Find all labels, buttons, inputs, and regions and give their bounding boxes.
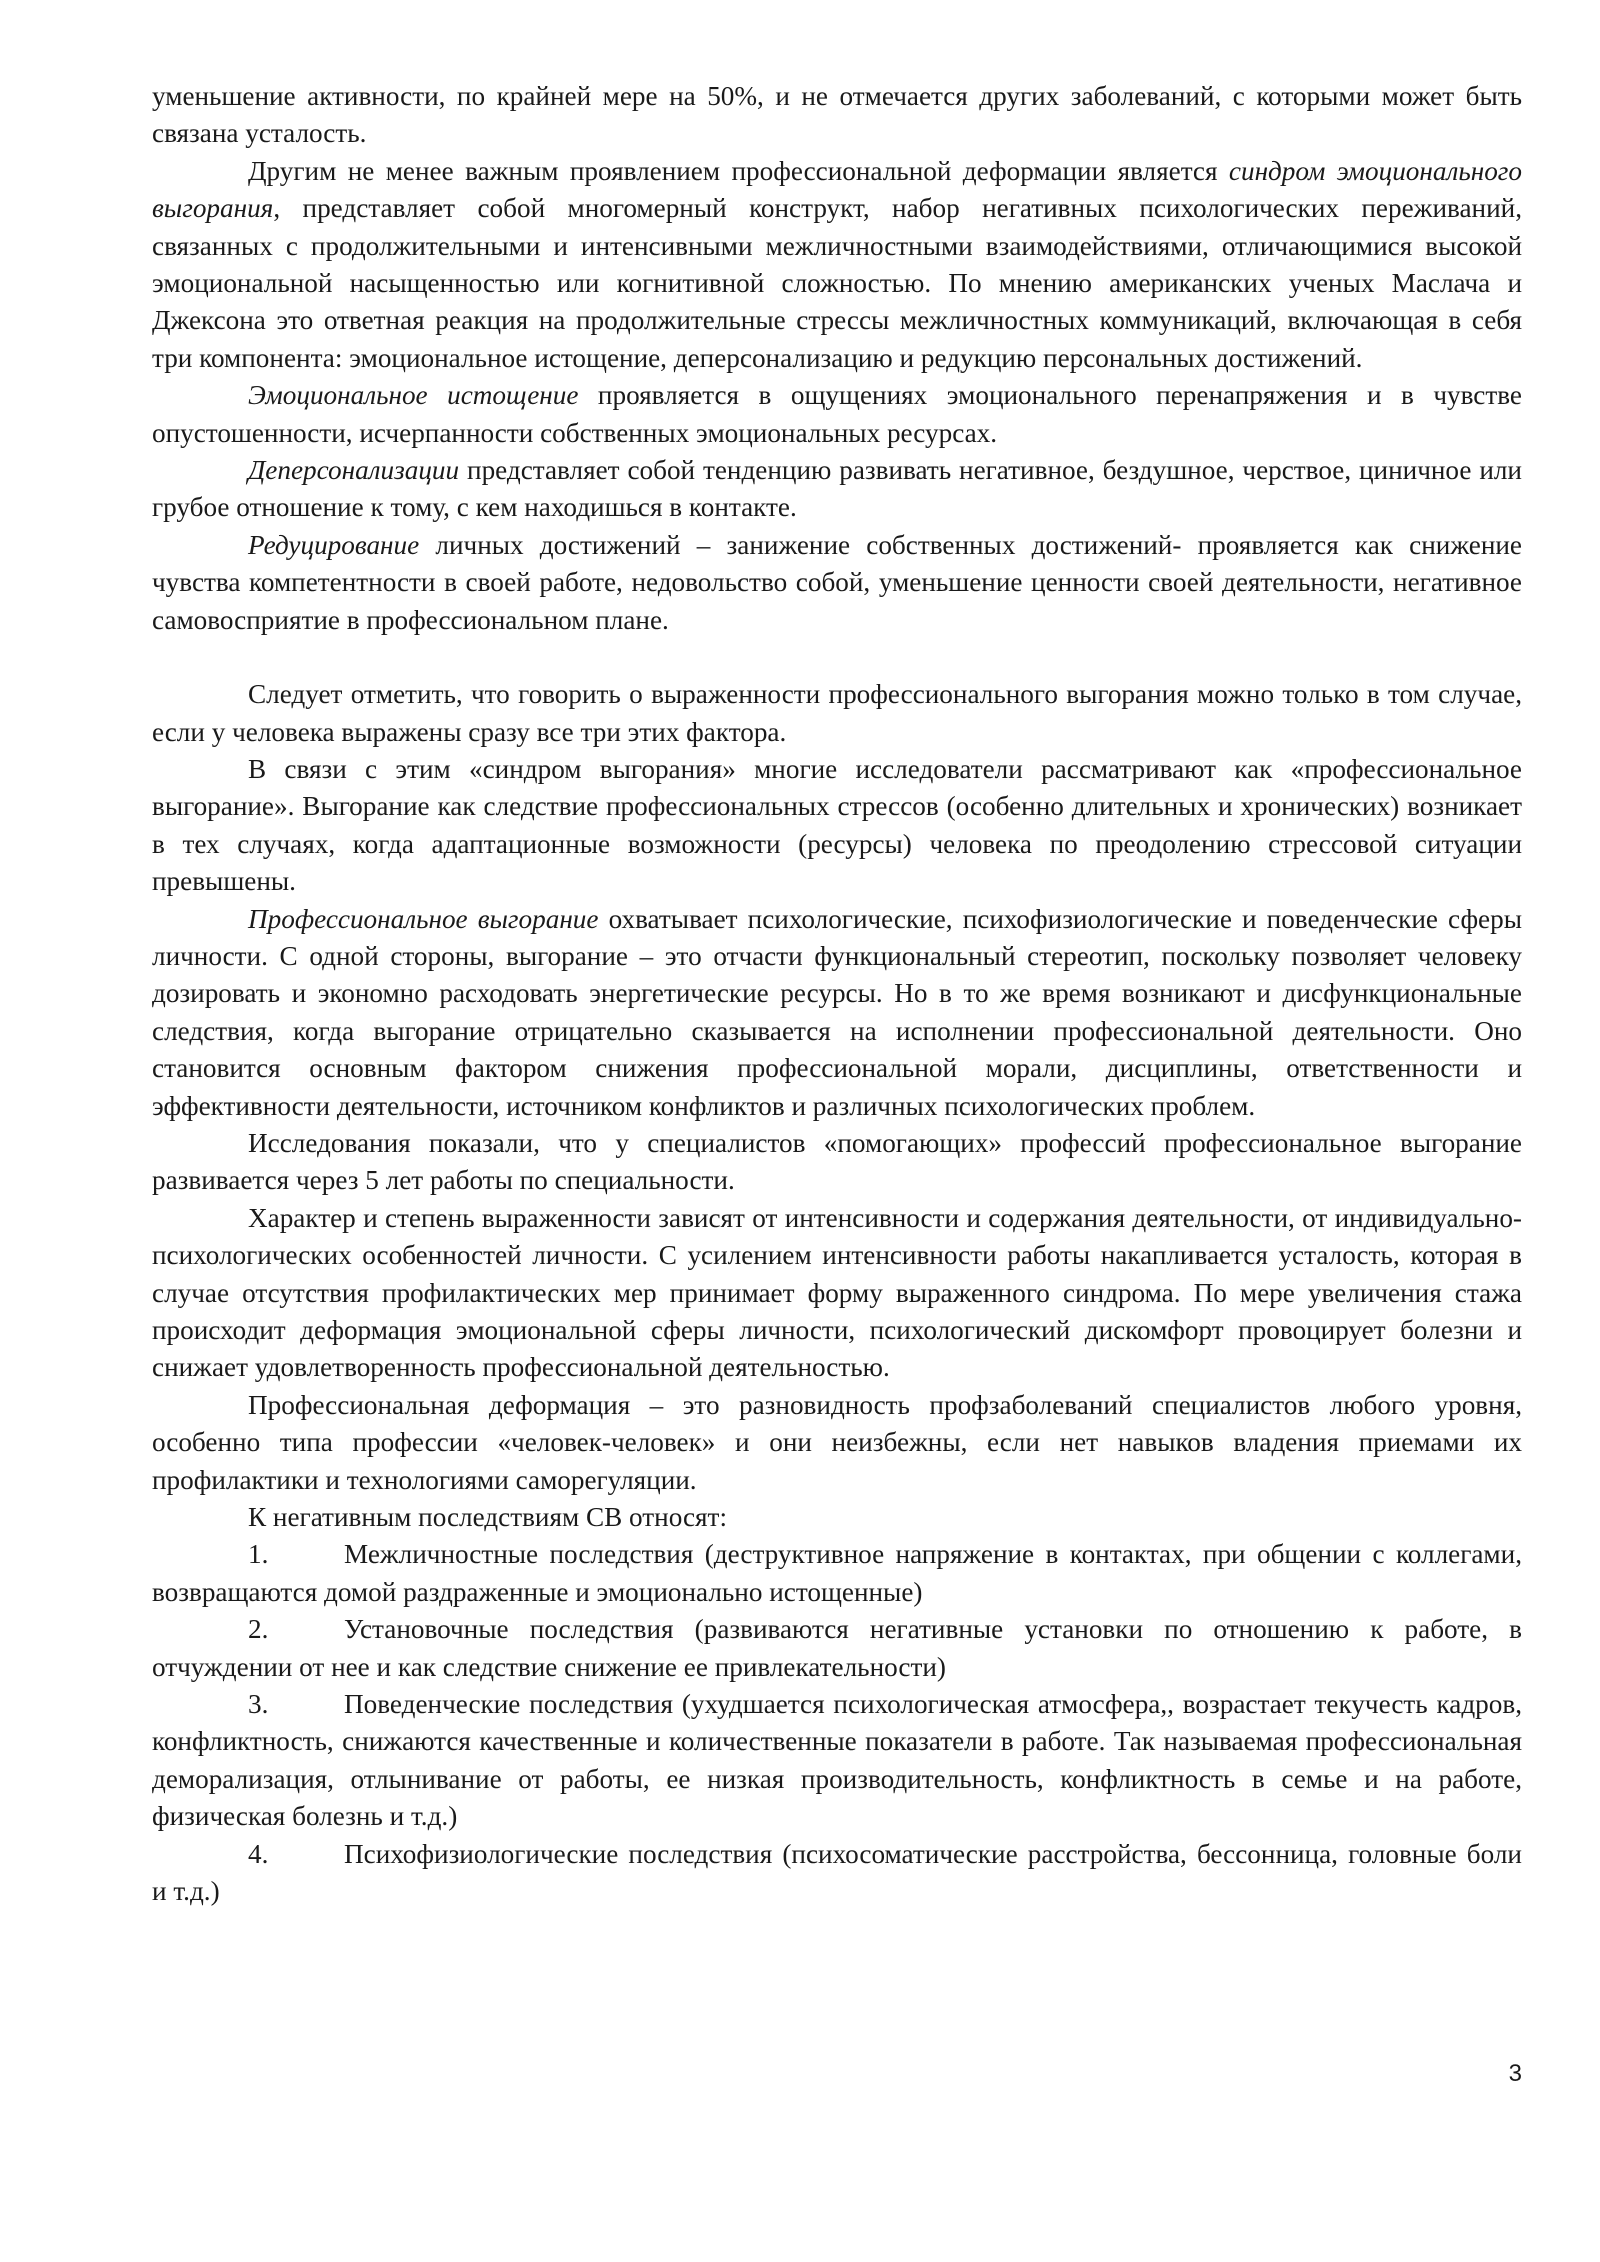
list-item (152, 1686, 1522, 1836)
paragraph-depersonalization (152, 452, 1522, 527)
list-item-text: Межличностные последствия (деструктивное напряжение в контактах, при общении с коллегами, возвращаются домой раздраженные и эмоционально истощенные) (152, 1539, 1522, 1607)
document-page (152, 78, 1522, 1911)
list-item-number: 4. (248, 1838, 269, 1869)
italic-term: Профессиональное выгорание (248, 903, 599, 934)
paragraph-text: личных достижений – занижение собственных достижений- проявляется как снижение чувства компетентности в своей работе, недовольство собой, уменьшение ценности своей деятельности, негативное самовосприятие в профессиональном плане. (152, 529, 1522, 635)
list-item-number: 2. (248, 1614, 269, 1645)
italic-term: синдром эмоционального выгорания (152, 155, 1522, 224)
paragraph-research: Исследования показали, что у специалистов «помогающих» профессий профессиональное выгорание развивается через 5 лет работы по специальности. (152, 1127, 1522, 1196)
paragraph-deformation: Профессиональная деформация – это разновидность профзаболеваний специалистов любого уровня, особенно типа профессии «человек-человек» и они неизбежны, если нет навыков владения приемами их профилактики и технологиями саморегуляции. (152, 1389, 1522, 1495)
list-item (152, 1836, 1522, 1911)
paragraph-burnout-spheres (152, 901, 1522, 1125)
list-item-number: 1. (248, 1539, 269, 1570)
paragraph-list-intro: К негативным последствиям СВ относят: (248, 1502, 727, 1533)
paragraph-character: Характер и степень выраженности зависят от интенсивности и содержания деятельности, от индивидуально-психологических особенностей личности. С усилением интенсивности работы накапливается усталость, которая в случае отсутствия профилактических мер принимает форму выраженного синдрома. По мере увеличения стажа происходит деформация эмоциональной сферы личности, психологический дискомфорт провоцирует болезни и снижает удовлетворенность профессиональной деятельностью. (152, 1202, 1522, 1383)
list-item-text: Психофизиологические последствия (психосоматические расстройства, бессонница, головные боли и т.д.) (152, 1838, 1522, 1907)
paragraph-text: Другим не менее важным проявлением профессиональной деформации является (248, 155, 1229, 186)
paragraph-reduction (152, 527, 1522, 639)
paragraph-text: представляет собой тенденцию развивать негативное, бездушное, черствое, циничное или грубое отношение к тому, с кем находишься в контакте. (152, 455, 1522, 523)
paragraph-text: охватывает психологические, психофизиологические и поведенческие сферы личности. С одной стороны, выгорание – это отчасти функциональный стереотип, поскольку позволяет человеку дозировать и экономно расходовать энергетические ресурсы. Но в то же время возникают и дисфункциональные следствия, когда выгорание отрицательно сказывается на исполнении профессиональной деятельности. Оно становится основным фактором снижения профессиональной морали, дисциплины, ответственности и эффективности деятельности, источником конфликтов и различных психологических проблем. (152, 903, 1522, 1121)
paragraph-three-factors: Следует отметить, что говорить о выраженности профессионального выгорания можно только в том случае, если у человека выражены сразу все три этих фактора. (152, 679, 1522, 747)
paragraph-text: , представляет собой многомерный конструкт, набор негативных психологических переживаний, связанных с продолжительными и интенсивными межличностными взаимодействиями, отличающимися высокой эмоциональной насыщенностью или когнитивной сложностью. По мнению американских ученых Маслача и Джексона это ответная реакция на продолжительные стрессы межличностных коммуникаций, включающая в себя три компонента: эмоциональное истощение, деперсонализацию и редукцию персональных достижений. (152, 193, 1522, 373)
list-item (152, 1536, 1522, 1611)
italic-term: Редуцирование (248, 529, 420, 560)
list-item-text: Поведенческие последствия (ухудшается психологическая атмосфера,, возрастает текучесть кадров, конфликтность, снижаются качественные и количественные показатели в работе. Так называемая профессиональная деморализация, отлынивание от работы, ее низкая производительность, конфликтность в семье и на работе, физическая болезнь и т.д.) (152, 1689, 1522, 1832)
paragraph-professional-burnout: В связи с этим «синдром выгорания» многие исследователи рассматривают как «профессиональное выгорание». Выгорание как следствие профессиональных стрессов (особенно длительных и хронических) возникает в тех случаях, когда адаптационные возможности (ресурсы) человека по преодолению стрессовой ситуации превышены. (152, 753, 1522, 897)
paragraph-emotional-exhaustion (152, 377, 1522, 452)
list-item-text: Установочные последствия (развиваются негативные установки по отношению к работе, в отчуждении от нее и как следствие снижение ее привлекательности) (152, 1614, 1522, 1682)
page-number: 3 (1508, 2060, 1522, 2087)
list-item (152, 1611, 1522, 1686)
list-item-number: 3. (248, 1689, 269, 1720)
italic-term: Эмоциональное истощение (248, 380, 579, 411)
paragraph-burnout-syndrome (152, 153, 1522, 377)
paragraph-text: проявляется в ощущениях эмоционального перенапряжения и в чувстве опустошенности, исчерпанности собственных эмоциональных ресурсах. (152, 380, 1522, 448)
italic-term: Деперсонализации (248, 455, 460, 486)
paragraph-continuation: уменьшение активности, по крайней мере на 50%, и не отмечается других заболеваний, с которыми может быть связана усталость. (152, 81, 1522, 149)
